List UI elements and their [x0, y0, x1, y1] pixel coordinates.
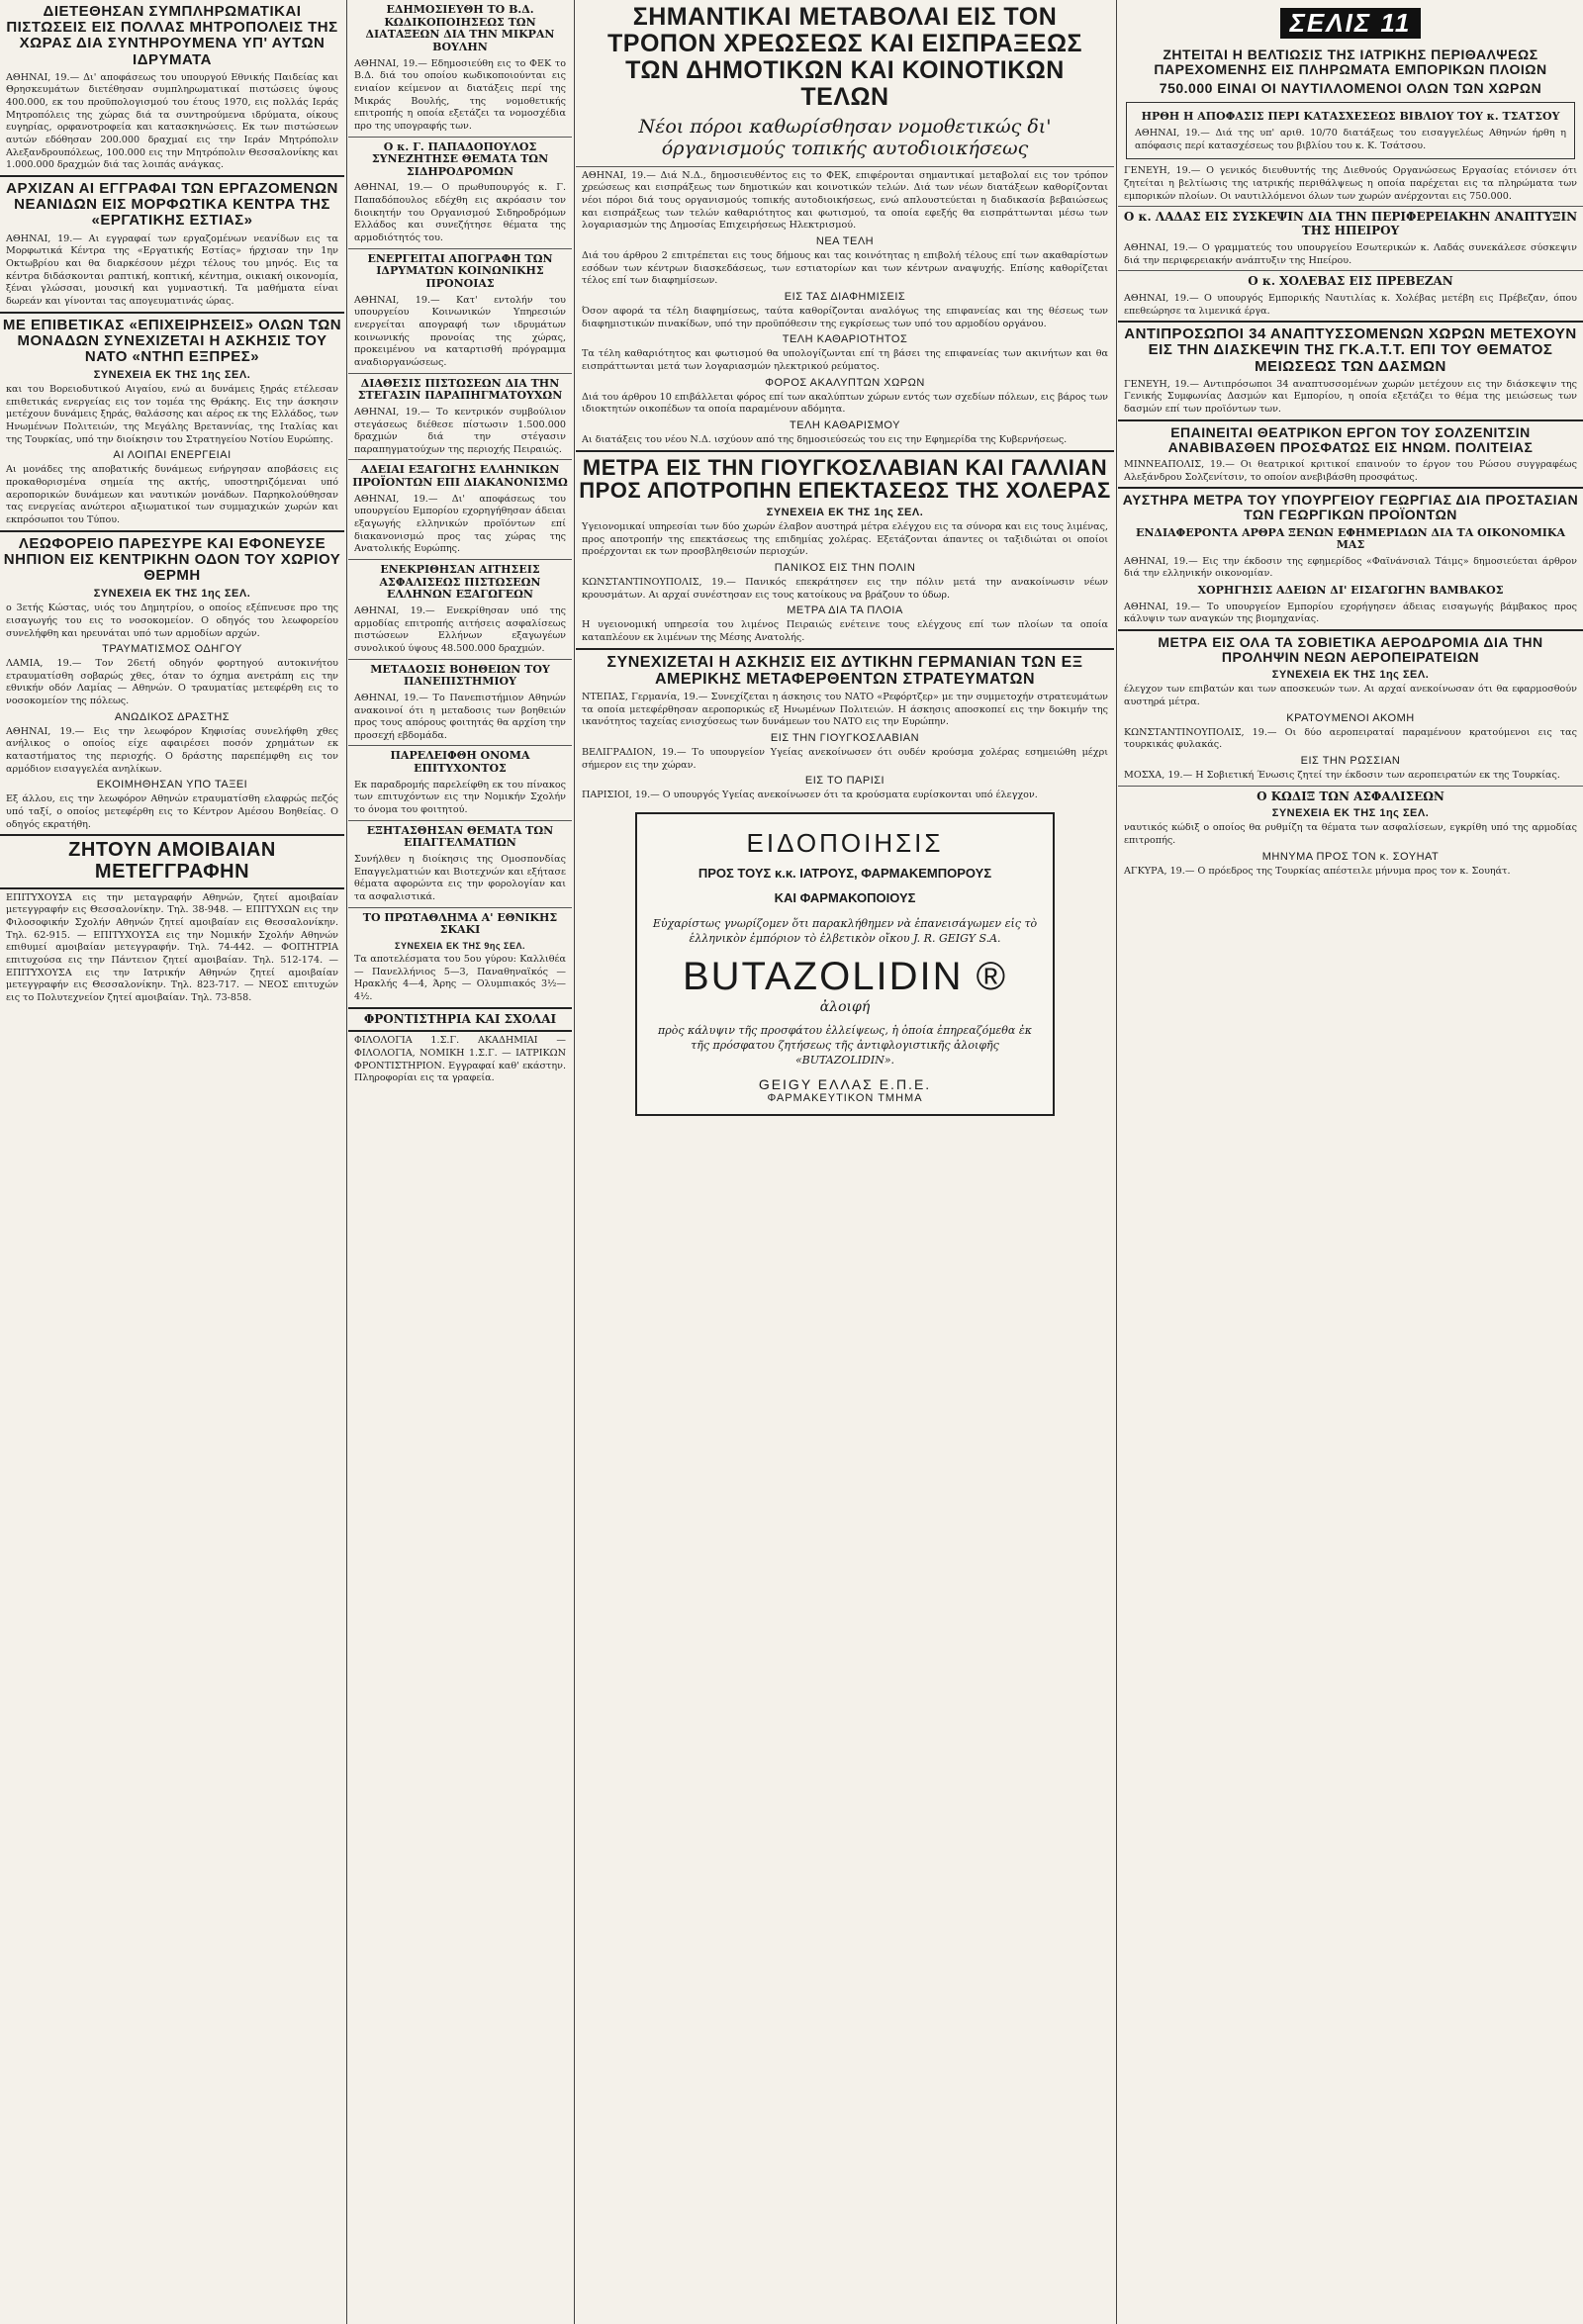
- continuation-label: ΣΥΝΕΧΕΙΑ ΕΚ ΤΗΣ 1ης ΣΕΛ.: [766, 507, 924, 519]
- column-4: [1118, 0, 1583, 2324]
- subheading: ΤΕΛΗ ΚΑΘΑΡΙΟΤΗΤΟΣ: [782, 333, 908, 346]
- article-text: ΛΑΜΙΑ, 19.— Τον 26ετή οδηγόν φορτηγού αυτοκινήτου ετραυματίσθη σοβαρώς χθες, όταν το όχημα ανετράπη εις την εθνικήν οδόν Λαμίας — Αθηνών. Ο τραυματίας μετεφέρθη εις το νοσοκομείον της πόλεως.: [6, 658, 338, 707]
- article-text: ΑΘΗΝΑΙ, 19.— Ο γραμματεύς του υπουργείου Εσωτερικών κ. Λαδάς συνεκάλεσε σύσκεψιν διά την περιφερειακήν ανάπτυξιν της Ηπείρου.: [1124, 241, 1577, 266]
- article-text: ΠΑΡΙΣΙΟΙ, 19.— Ο υπουργός Υγείας ανεκοίνωσεν ότι τα κρούσματα ευρίσκονται υπό έλεγχον.: [582, 790, 1038, 801]
- article-text: ο 3ετής Κώστας, υιός του Δημητρίου, ο οποίος εξέπνευσε προ της εισαγωγής του εις το νοσοκομείον. Ο οδηγός του λεωφορείου συνελήφθη και ηρευνάται υπό των αρμοδίων αρχών.: [6, 603, 338, 639]
- subheading: ΑΝΩΔΙΚΟΣ ΔΡΑΣΤΗΣ: [114, 710, 231, 723]
- continuation-label: ΣΥΝΕΧΕΙΑ ΕΚ ΤΗΣ 1ης ΣΕΛ.: [93, 369, 251, 382]
- divider: [348, 1007, 572, 1009]
- divider: [576, 450, 1114, 452]
- article-text: ΑΘΗΝΑΙ, 19.— Διά Ν.Δ., δημοσιευθέντος εις το ΦΕΚ, επιφέρονται σημαντικαί μεταβολαί εις τον τρόπον χρεώσεως και εισπράξεως των δημοτικών και κοινοτικών τελών. Διά των νέων διατάξεων καθορίζονται νέοι πόροι διά τους οργανισμούς τοπικής αυτοδιοικήσεως, ενώ απλουστεύεται η διαδικασία βεβαιώσεως και εισπράξεως των τελών καθαριότητος και φωτισμού, τα οποία εφεξής θα εισπράττωνται μέσω των λογαριασμών της Δημοσίας Επιχειρήσεως Ηλεκτρισμού.: [582, 169, 1108, 232]
- headline-agriculture: ΑΥΣΤΗΡΑ ΜΕΤΡΑ ΤΟΥ ΥΠΟΥΡΓΕΙΟΥ ΓΕΩΡΓΙΑΣ ΔΙΑ ΠΡΟΣΤΑΣΙΑΝ ΤΩΝ ΓΕΩΡΓΙΚΩΝ ΠΡΟΪΟΝΤΩΝ: [1122, 492, 1579, 523]
- divider: [348, 1030, 572, 1032]
- divider: [348, 745, 572, 746]
- divider: [0, 175, 344, 177]
- divider: [576, 648, 1114, 650]
- ad-brand-subtitle: ἀλοιφή: [819, 998, 871, 1015]
- headline-credit-insurance: ΕΝΕΚΡΙΘΗΣΑΝ ΑΙΤΗΣΕΙΣ ΑΣΦΑΛΙΣΕΩΣ ΠΙΣΤΩΣΕΩΝ ΕΛΛΗΝΩΝ ΕΞΑΓΩΓΕΩΝ: [379, 563, 541, 602]
- headline-chess: ΤΟ ΠΡΩΤΑΘΛΗΜΑ Α' ΕΘΝΙΚΗΣ ΣΚΑΚΙ: [362, 910, 558, 937]
- headline-cotton-imports: ΧΟΡΗΓΗΣΙΣ ΑΔΕΙΩΝ ΔΙ' ΕΙΣΑΓΩΓΗΝ ΒΑΜΒΑΚΟΣ: [1197, 584, 1504, 598]
- article-text: ΑΘΗΝΑΙ, 19.— Εις την λεωφόρον Κηφισίας συνελήφθη χθες ανήλικος ο οποίος είχε αφαιρέσει ποσόν χρημάτων εκ καταστήματος της περιοχής. Ο δράστης παρεπέμφθη εις τον αρμόδιον εισαγγελέα ανηλίκων.: [6, 725, 338, 775]
- divider: [348, 659, 572, 660]
- ad-text: Εὐχαρίστως γνωρίζομεν ὅτι παρακλήθημεν νὰ ἐπανεισάγωμεν εἰς τὸ ἑλληνικὸν ἐμπόριον τὸ ἐλβετικὸν οἴκου J. R. GEIGY S.A.: [652, 916, 1038, 946]
- subheading: ΜΗΝΥΜΑ ΠΡΟΣ ΤΟΝ κ. ΣΟΥΗΑΤ: [1261, 850, 1440, 863]
- divider: [348, 373, 572, 374]
- headline-housing-credits: ΔΙΑΘΕΣΙΣ ΠΙΣΤΩΣΕΩΝ ΔΙΑ ΤΗΝ ΣΤΕΓΑΣΙΝ ΠΑΡΑΠΗΓΜΑΤΟΥΧΩΝ: [357, 376, 563, 403]
- article-text: Διά του άρθρου 10 επιβάλλεται φόρος επί των ακαλύπτων χώρων εντός των σχεδίων πόλεων, εις βάρος των ιδιοκτητών οικοπέδων τα οποία παραμένουν αδόμητα.: [582, 391, 1108, 416]
- article-text: ΑΘΗΝΑΙ, 19.— Κατ' εντολήν του υπουργείου Κοινωνικών Υπηρεσιών ενεργείται απογραφή των ιδρυμάτων κοινωνικής προνοίας της χώρας, προκειμένου να καταρτισθή πρόγραμμα αναδιοργανώσεως.: [354, 294, 566, 368]
- article-text: Εξ άλλου, εις την λεωφόρον Αθηνών ετραυματίσθη ελαφρώς πεζός υπό ταξί, ο οποίος μετεφέρθη εις το Κέντρον Αμέσου Βοηθείας. Ο οδηγός εκρατήθη.: [6, 793, 338, 830]
- classifieds-text: ΕΠΙΤΥΧΟΥΣΑ εις την μεταγραφήν Αθηνών, ζητεί αμοιβαίαν μετεγγραφήν εις Θεσσαλονίκην. Τηλ. 38-948. — ΕΠΙΤΥΧΩΝ εις την Φιλοσοφικήν Σχολήν Αθηνών ζητεί αμοιβαίαν εις Θεσσαλονίκην. Τηλ. 62-915. — ΕΠΙΤΥΧΟΥΣΑ εις την Νομικήν Σχολήν Αθηνών επιθυμεί αμοιβαίαν μετεγγραφήν. Τηλ. 74-442. — ΦΟΙΤΗΤΡΙΑ επιτυχούσα εις την Πάντειον ζητεί αμοιβαίαν. Τηλ. 512-174. — ΕΠΙΤΥΧΟΥΣΑ εις την Ιατρικήν Αθηνών ζητεί αμοιβαίαν μετεγγραφήν εις Θεσσαλονίκην. Τηλ. 823-717. — ΝΕΟΣ επιτυχών εις το Πολυτεχνείον ζητεί αμοιβαίαν. Τηλ. 73-858.: [6, 891, 338, 1003]
- divider: [576, 166, 1114, 167]
- article-text: Αι διατάξεις του νέου Ν.Δ. ισχύουν από της δημοσιεύσεώς του εις την Εφημερίδα της Κυβερνήσεως.: [582, 433, 1068, 445]
- subheading: ΚΡΑΤΟΥΜΕΝΟΙ ΑΚΟΜΗ: [1286, 711, 1415, 724]
- article-text: ΑΘΗΝΑΙ, 19.— Διά της υπ' αριθ. 10/70 διατάξεως του εισαγγελέως Αθηνών ήρθη η απόφασις περί κατασχέσεως του βιβλίου του κ. Κ. Τσάτσου.: [1135, 127, 1566, 151]
- article-text: Διά του άρθρου 2 επιτρέπεται εις τους δήμους και τας κοινότητας η επιβολή τέλους επί των ακαθαρίστων εσόδων των κέντρων διασκεδάσεως, των εστιατορίων και των κέντρων αναψυχής. Επίσης καθορίζεται τέλος επί των διαφημίσεων.: [582, 249, 1108, 287]
- headline-germany-exercise: ΣΥΝΕΧΙΖΕΤΑΙ Η ΑΣΚΗΣΙΣ ΕΙΣ ΔΥΤΙΚΗΝ ΓΕΡΜΑΝΙΑΝ ΤΩΝ ΕΞ ΑΜΕΡΙΚΗΣ ΜΕΤΑΦΕΡΘΕΝΤΩΝ ΣΤΡΑΤΕΥΜΑΤΩΝ: [606, 653, 1083, 688]
- column-1: [0, 0, 344, 2324]
- subheading: ΠΑΝΙΚΟΣ ΕΙΣ ΤΗΝ ΠΟΛΙΝ: [774, 562, 916, 574]
- article-text: ΑΘΗΝΑΙ, 19.— Ο πρωθυπουργός κ. Γ. Παπαδόπουλος εδέχθη εις ακρόασιν τον διοικητήν του Οργανισμού Σιδηροδρόμων Ελλάδος και συνεζήτησε θέματα της αρμοδιότητός του.: [354, 182, 566, 244]
- divider: [0, 887, 344, 889]
- article-text: ΚΩΝΣΤΑΝΤΙΝΟΥΠΟΛΙΣ, 19.— Πανικός επεκράτησεν εις την πόλιν μετά την ανακοίνωσιν νέων κρουσμάτων. Αι αρχαί συνέστησαν εις τους κατοίκους να βράζουν το ύδωρ.: [582, 577, 1108, 601]
- column-rule: [346, 0, 347, 2324]
- divider: [0, 834, 344, 836]
- article-text: ΑΘΗΝΑΙ, 19.— Εδημοσιεύθη εις το ΦΕΚ το Β.Δ. διά του οποίου κωδικοποιούνται εις ενιαίον κείμενον αι διατάξεις περί της Μικράς Βουλής, της νομοθετικής επιτροπής η οποία εξετάζει τα νομοσχέδια προ της υπογραφής των.: [354, 57, 566, 132]
- ad-department: ΦΑΡΜΑΚΕΥΤΙΚΟΝ ΤΜΗΜΑ: [767, 1091, 923, 1104]
- advertisement-butazolidin: [635, 812, 1055, 1116]
- subheading: ΕΙΣ ΤΗΝ ΓΙΟΥΓΚΟΣΛΑΒΙΑΝ: [770, 732, 920, 745]
- headline-soviet-airports: ΜΕΤΡΑ ΕΙΣ ΟΛΑ ΤΑ ΣΟΒΙΕΤΙΚΑ ΑΕΡΟΔΡΟΜΙΑ ΔΙΑ ΤΗΝ ΠΡΟΛΗΨΙΝ ΝΕΩΝ ΑΕΡΟΠΕΙΡΑΤΕΙΩΝ: [1158, 634, 1543, 666]
- column-2: [348, 0, 572, 2324]
- headline-professionals: ΕΞΗΤΑΣΘΗΣΑΝ ΘΕΜΑΤΑ ΤΩΝ ΕΠΑΓΓΕΛΜΑΤΙΩΝ: [366, 823, 554, 850]
- article-text: ΑΘΗΝΑΙ, 19.— Το υπουργείον Εμπορίου εχορήγησεν άδειας εισαγωγής βάμβακος προς κάλυψιν των αναγκών της βιομηχανίας.: [1124, 601, 1577, 625]
- ad-company: GEIGY ΕΛΛΑΣ Ε.Π.Ε.: [758, 1075, 932, 1092]
- article-text: ναυτικός κώδιξ ο οποίος θα ρυθμίζη τα θέματα των ασφαλίσεων, εγκρίθη υπό της αρμοδίας επιτροπής.: [1124, 822, 1577, 847]
- subheading: ΤΡΑΥΜΑΤΙΣΜΟΣ ΟΔΗΓΟΥ: [102, 643, 242, 656]
- subheading: ΕΚΟΙΜΗΘΗΣΑΝ ΥΠΟ ΤΑΞΕΙ: [96, 779, 248, 791]
- headline-solzhenitsyn: ΕΠΑΙΝΕΙΤΑΙ ΘΕΑΤΡΙΚΟΝ ΕΡΓΟΝ ΤΟΥ ΣΟΛΖΕΝΙΤΣΙΝ ΑΝΑΒΙΒΑΣΘΕΝ ΠΡΟΣΦΑΤΩΣ ΕΙΣ ΗΝΩΜ. ΠΟΛΙΤΕΙΑΣ: [1167, 423, 1534, 455]
- article-text: ΑΘΗΝΑΙ, 19.— Αι εγγραφαί των εργαζομένων νεανίδων εις τα Μορφωτικά Κέντρα της «Εργατικής Εστίας» ήρχισαν την 1ην Οκτωβρίου και θα διαρκέσουν μέχρι τέλους του μηνός. Εις τα κέντρα διδάσκονται ραπτική, κοπτική, κέντημα, οικιακή οικονομία, ξέναι γλώσσαι, μουσική και γυμναστική. Τα μαθήματα είναι δωρεάν και γίνονται τας απογευματινάς ώρας.: [6, 232, 338, 307]
- article-text: Υγειονομικαί υπηρεσίαι των δύο χωρών έλαβον αυστηρά μέτρα ελέγχου εις τα σύνορα και εις τους λιμένας, προς αποτροπήν της επεκτάσεως της επιδημίας χολέρας. Εξετάζονται άπαντες οι ταξιδιώται οι οποίοι προέρχονται εκ των προσβληθεισών περιοχών.: [582, 521, 1108, 558]
- subheading: ΦΟΡΟΣ ΑΚΑΛΥΠΤΩΝ ΧΩΡΩΝ: [765, 376, 925, 389]
- column-3: [576, 0, 1114, 2324]
- subheading: ΝΕΑ ΤΕΛΗ: [815, 234, 875, 247]
- divider: [348, 559, 572, 560]
- ad-brand: BUTAZOLIDIN ®: [682, 954, 1008, 998]
- subheading: ΤΕΛΗ ΚΑΘΑΡΙΣΜΟΥ: [790, 418, 900, 431]
- headline-supplementary-credits: ΔΙΕΤΕΘΗΣΑΝ ΣΥΜΠΛΗΡΩΜΑΤΙΚΑΙ ΠΙΣΤΩΣΕΙΣ ΕΙΣ ΠΟΛΛΑΣ ΜΗΤΡΟΠΟΛΕΙΣ ΤΗΣ ΧΩΡΑΣ ΔΙΑ ΣΥΝΤΗΡΟΥΜΕΝΑ ΥΠ' ΑΥΤΩΝ ΙΔΡΥΜΑΤΑ: [6, 3, 338, 68]
- ad-title: ΕΙΔΟΠΟΙΗΣΙΣ: [746, 828, 944, 859]
- article-text: ΑΘΗΝΑΙ, 19.— Δι' αποφάσεως του υπουργού Εθνικής Παιδείας και Θρησκευμάτων διετέθησαν συμπληρωματικαί πιστώσεις ύψους 400.000, εκ του προϋπολογισμού του έτους 1970, εις πολλάς Ιεράς Μητροπόλεις της χώρας διά τα συντηρούμενα ιδρύματα, οίκους ευγηρίας, ορφανοτροφεία και κατασκηνώσεις. Εκ των πιστώσεων αυτών εδόθησαν 200.000 δραχμαί εις την Ιεράν Μητρόπολιν Αλεξανδρουπόλεως, 100.000 εις την Μητρόπολιν Θεσσαλονίκης και 1.000.000 δραχμών διά τας λοιπάς ανάγκας.: [6, 71, 338, 171]
- article-text: και του Βορειοδυτικού Αιγαίου, ενώ αι δυνάμεις ξηράς ετέλεσαν επιθετικάς ενεργείας εις τον τομέα της Θράκης. Εις την άσκησιν μετέχουν δυνάμεις ξηράς, θαλάσσης και αέρος εκ της Ελλάδος, των Ηνωμένων Πολιτειών, της Μεγάλης Βρεταννίας, της Ιταλίας και της Τουρκίας, υπό την διοίκησιν του Στρατηγείου Νοτίου Ευρώπης.: [6, 384, 338, 445]
- article-text: ΚΩΝΣΤΑΝΤΙΝΟΥΠΟΛΙΣ, 19.— Οι δύο αεροπειραταί παραμένουν κρατούμενοι εις τας τουρκικάς φυλακάς.: [1124, 726, 1577, 751]
- article-text: ΑΘΗΝΑΙ, 19.— Ο υπουργός Εμπορικής Ναυτιλίας κ. Χολέβας μετέβη εις Πρέβεζαν, όπου επεθεώρησε τα λιμενικά έργα.: [1124, 292, 1577, 317]
- article-text: έλεγχον των επιβατών και των αποσκευών των. Αι αρχαί ανεκοίνωσαν ότι θα εφαρμοσθούν αυστηρά μέτρα.: [1124, 684, 1577, 707]
- divider: [1118, 487, 1583, 489]
- article-text: ΑΘΗΝΑΙ, 19.— Το κεντρικόν συμβούλιον στεγάσεως διέθεσε πίστωσιν 1.500.000 δραχμών διά την στέγασιν παραπηγματούχων της περιοχής Πειραιώς.: [354, 406, 566, 455]
- subheading: ΜΕΤΡΑ ΔΙΑ ΤΑ ΠΛΟΙΑ: [787, 604, 903, 617]
- subheading: ΕΙΣ ΤΗΝ ΡΩΣΣΙΑΝ: [1300, 754, 1401, 767]
- article-text: Συνήλθεν η διοίκησις της Ομοσπονδίας Επαγγελματιών και Βιοτεχνών και εξήτασε θέματα αφορώντα εις την φορολογίαν και τα ασφαλιστικά.: [354, 854, 566, 902]
- headline-omitted-name: ΠΑΡΕΛΕΙΦΘΗ ΟΝΟΜΑ ΕΠΙΤΥΧΟΝΤΟΣ: [390, 749, 530, 776]
- headline-ladas-epirus: Ο κ. ΛΑΔΑΣ ΕΙΣ ΣΥΣΚΕΨΙΝ ΔΙΑ ΤΗΝ ΠΕΡΙΦΕΡΕΙΑΚΗΝ ΑΝΑΠΤΥΞΙΝ ΤΗΣ ΗΠΕΙΡΟΥ: [1123, 210, 1578, 238]
- article-text: ΒΕΛΙΓΡΑΔΙΟΝ, 19.— Το υπουργείον Υγείας ανεκοίνωσεν ότι ουδέν κρούσμα χολέρας εσημειώθη μέχρι σήμερον εις την χώραν.: [582, 747, 1108, 771]
- ad-recipients-line2: ΚΑΙ ΦΑΡΜΑΚΟΠΟΙΟΥΣ: [774, 889, 916, 905]
- continuation-label: ΣΥΝΕΧΕΙΑ ΕΚ ΤΗΣ 9ης ΣΕΛ.: [395, 940, 525, 951]
- article-text: ΑΘΗΝΑΙ, 19.— Το Πανεπιστήμιον Αθηνών ανακοινοί ότι η μεταδοσις των βοηθειών προς τους απόρους φοιτητάς θα αρχίση την προσεχή εβδομάδα.: [354, 692, 566, 741]
- headline-export-licenses: ΑΔΕΙΑΙ ΕΞΑΓΩΓΗΣ ΕΛΛΗΝΙΚΩΝ ΠΡΟΪΟΝΤΩΝ ΕΠΙ ΔΙΑΚΑΝΟΝΙΣΜΩ: [352, 463, 568, 490]
- article-text: Τα τέλη καθαριότητος και φωτισμού θα υπολογίζωνται επί τη βάσει της επιφανείας των ακινήτων και θα εισπράττωνται μετά των λογαριασμών ηλεκτρικού ρεύματος.: [582, 348, 1108, 372]
- headline-seafarers: 750.000 ΕΙΝΑΙ ΟΙ ΝΑΥΤΙΛΛΟΜΕΝΟΙ ΟΛΩΝ ΤΩΝ ΧΩΡΩΝ: [1159, 80, 1542, 97]
- subheading: ΕΙΣ ΤΑΣ ΔΙΑΦΗΜΙΣΕΙΣ: [784, 290, 906, 303]
- article-text: ΜΟΣΧΑ, 19.— Η Σοβιετική Ένωσις ζητεί την έκδοσιν των αεροπειρατών εκ της Τουρκίας.: [1124, 769, 1560, 781]
- divider: [1118, 321, 1583, 323]
- subheading: ΕΙΣ ΤΟ ΠΑΡΙΣΙ: [804, 775, 885, 788]
- schools-text: ΦΙΛΟΛΟΓΙΑ 1.Σ.Γ. ΑΚΑΔΗΜΙΑΙ — ΦΙΛΟΛΟΓΙΑ, ΝΟΜΙΚΗ 1.Σ.Γ. — ΙΑΤΡΙΚΩΝ ΦΡΟΝΤΙΣΤΗΡΙΟΝ. Εγγραφαί καθ' εκάστην. Πληροφορίαι εις τα γραφεία.: [354, 1035, 566, 1084]
- divider: [348, 459, 572, 460]
- article-text: ΑΓΚΥΡΑ, 19.— Ο πρόεδρος της Τουρκίας απέστειλε μήνυμα προς τον κ. Σουηάτ.: [1124, 865, 1511, 877]
- article-text: Τα αποτελέσματα του 5ου γύρου: Καλλιθέα — Πανελλήνιος 5—3, Παναθηναϊκός — Ηρακλής 4—4, Άρης — Ολυμπιακός 3½—4½.: [354, 953, 566, 1002]
- continuation-label: ΣΥΝΕΧΕΙΑ ΕΚ ΤΗΣ 1ης ΣΕΛ.: [1271, 807, 1430, 820]
- headline-subtitle: Νέοι πόροι καθωρίσθησαν νομοθετικώς δι' όργανισμούς τοπικής αυτοδιοικήσεως: [638, 116, 1052, 159]
- column-rule: [1116, 0, 1117, 2324]
- headline-transfers: ΖΗΤΟΥΝ ΑΜΟΙΒΑΙΑΝ ΜΕΤΕΓΓΡΑΦΗΝ: [68, 839, 276, 883]
- article-text: Η υγειονομική υπηρεσία του λιμένος Πειραιώς ενέτεινε τους ελέγχους επί των πλοίων τα οποία καταπλέουν εκ λιμένων της Μέσης Ανατολής.: [582, 619, 1108, 643]
- divider: [348, 820, 572, 821]
- article-text: ΑΘΗΝΑΙ, 19.— Εις την έκδοσιν της εφημερίδος «Φαϊνάνσιαλ Τάιμς» δημοσιεύεται άρθρον διά την ελληνικήν οικονομίαν.: [1124, 555, 1577, 580]
- divider: [1118, 270, 1583, 271]
- divider: [1118, 206, 1583, 207]
- headline-nato-exercise: ΜΕ ΕΠΙΒΕΤΙΚΑΣ «ΕΠΙΧΕΙΡΗΣΕΙΣ» ΟΛΩΝ ΤΩΝ ΜΟΝΑΔΩΝ ΣΥΝΕΧΙΖΕΤΑΙ Η ΑΣΚΗΣΙΣ ΤΟΥ ΝΑΤΟ «ΝΤΗΠ ΕΞΠΡΕΣ»: [2, 316, 342, 365]
- article-text: ΜΙΝΝΕΑΠΟΛΙΣ, 19.— Οι θεατρικοί κριτικοί επαινούν το έργον του Ρώσου συγγραφέως Αλεξάνδρου Σολζενίτσιν, το οποίον ανεβιβάσθη προσφάτως.: [1124, 459, 1577, 483]
- continuation-label: ΣΥΝΕΧΕΙΑ ΕΚ ΤΗΣ 1ης ΣΕΛ.: [93, 588, 251, 601]
- divider: [0, 530, 344, 532]
- article-text: ΑΘΗΝΑΙ, 19.— Δι' αποφάσεως του υπουργείου Εμπορίου εχορηγήθησαν άδειαι εξαγωγής ελληνικών προϊόντων επί διακανονισμώ προς τας χώρας της Ανατολικής Ευρώπης.: [354, 493, 566, 555]
- headline-cholera: ΜΕΤΡΑ ΕΙΣ ΤΗΝ ΓΙΟΥΓΚΟΣΛΑΒΙΑΝ ΚΑΙ ΓΑΛΛΙΑΝ ΠΡΟΣ ΑΠΟΤΡΟΠΗΝ ΕΠΕΚΤΑΣΕΩΣ ΤΗΣ ΧΟΛΕΡΑΣ: [579, 454, 1111, 504]
- divider: [348, 907, 572, 908]
- ad-recipients-line1: ΠΡΟΣ ΤΟΥΣ κ.κ. ΙΑΤΡΟΥΣ, ΦΑΡΜΑΚΕΜΠΟΡΟΥΣ: [698, 866, 992, 882]
- article-text: ΓΕΝΕΥΗ, 19.— Ο γενικός διευθυντής της Διεθνούς Οργανώσεως Εργασίας ετόνισεν ότι ζητείται η βελτίωσις της ιατρικής περιθάλψεως η οποία παρέχεται εις τα πληρώματα των εμπορικών πλοίων. Οι ναυτιλλόμενοι όλων των χωρών ανέρχονται εις 750.000.: [1124, 165, 1577, 202]
- headline-gatt: ΑΝΤΙΠΡΟΣΩΠΟΙ 34 ΑΝΑΠΤΥΣΣΟΜΕΝΩΝ ΧΩΡΩΝ ΜΕΤΕΧΟΥΝ ΕΙΣ ΤΗΝ ΔΙΑΣΚΕΨΙΝ ΤΗΣ ΓΚ.Α.Τ.Τ. ΕΠΙ ΤΟΥ ΘΕΜΑΤΟΣ ΜΕΙΩΣΕΩΣ ΤΩΝ ΔΑΣΜΩΝ: [1124, 325, 1577, 375]
- column-rule: [574, 0, 575, 2324]
- divider: [0, 312, 344, 314]
- headline-papadopoulos: Ο κ. Γ. ΠΑΠΑΔΟΠΟΥΛΟΣ ΣΥΝΕΖΗΤΗΣΕ ΘΕΜΑΤΑ ΤΩΝ ΣΙΔΗΡΟΔΡΟΜΩΝ: [371, 139, 549, 178]
- headline-schools: ΦΡΟΝΤΙΣΤΗΡΙΑ ΚΑΙ ΣΧΟΛΑΙ: [363, 1011, 557, 1026]
- article-text: ΑΘΗΝΑΙ, 19.— Ενεκρίθησαν υπό της αρμοδίας επιτροπής αιτήσεις ασφαλίσεως πιστώσεων Ελλήνων εξαγωγέων συνολικού ύψους 48.500.000 δραχμών.: [354, 604, 566, 654]
- headline-book-seizure: ΗΡΘΗ Η ΑΠΟΦΑΣΙΣ ΠΕΡΙ ΚΑΤΑΣΧΕΣΕΩΣ ΒΙΒΛΙΟΥ ΤΟΥ κ. ΤΣΑΤΣΟΥ: [1141, 110, 1560, 124]
- headline-medical-care: ΖΗΤΕΙΤΑΙ Η ΒΕΛΤΙΩΣΙΣ ΤΗΣ ΙΑΤΡΙΚΗΣ ΠΕΡΙΘΑΛΨΕΩΣ ΠΑΡΕΧΟΜΕΝΗΣ ΕΙΣ ΠΛΗΡΩΜΑΤΑ ΕΜΠΟΡΙΚΩΝ ΠΛΟΙΩΝ: [1154, 46, 1547, 78]
- headline-census: ΕΝΕΡΓΕΙΤΑΙ ΑΠΟΓΡΑΦΗ ΤΩΝ ΙΔΡΥΜΑΤΩΝ ΚΟΙΝΩΝΙΚΗΣ ΠΡΟΝΟΙΑΣ: [367, 251, 553, 290]
- headline-foreign-press: ΕΝΔΙΑΦΕΡΟΝΤΑ ΑΡΘΡΑ ΞΕΝΩΝ ΕΦΗΜΕΡΙΔΩΝ ΔΙΑ ΤΑ ΟΙΚΟΝΟΜΙΚΑ ΜΑΣ: [1135, 525, 1566, 552]
- headline-workers-registration: ΑΡΧΙΖΑΝ ΑΙ ΕΓΓΡΑΦΑΙ ΤΩΝ ΕΡΓΑΖΟΜΕΝΩΝ ΝΕΑΝΙΔΩΝ ΕΙΣ ΜΟΡΦΩΤΙΚΑ ΚΕΝΤΡΑ ΤΗΣ «ΕΡΓΑΤΙΚΗΣ ΕΣΤΙΑΣ»: [6, 180, 338, 230]
- article-text: ΓΕΝΕΥΗ, 19.— Αντιπρόσωποι 34 αναπτυσσομένων χωρών μετέχουν εις την διάσκεψιν της Γενικής Συμφωνίας Δασμών και Εμπορίου, η οποία εξετάζει το θέμα της μειώσεως των δασμών επί των προϊόντων των.: [1124, 378, 1577, 416]
- headline-small-council: ΕΔΗΜΟΣΙΕΥΘΗ ΤΟ Β.Δ. ΚΩΔΙΚΟΠΟΙΗΣΕΩΣ ΤΩΝ ΔΙΑΤΑΞΕΩΝ ΔΙΑ ΤΗΝ ΜΙΚΡΑΝ ΒΟΥΛΗΝ: [365, 3, 555, 53]
- article-text: ΝΤΕΠΑΣ, Γερμανία, 19.— Συνεχίζεται η άσκησις του ΝΑΤΟ «Ρεφόρτζερ» με την συμμετοχήν στρατευμάτων τα οποία μετεφέρθησαν αεροπορικώς εξ Ηνωμένων Πολιτειών. Η άσκησις αποσκοπεί εις την δοκιμήν της ικανότητος ταχείας ενισχύσεως των δυνάμεων του ΝΑΤΟ εις την Ευρώπην.: [582, 692, 1108, 728]
- headline-insurance-code: Ο ΚΩΔΙΞ ΤΩΝ ΑΣΦΑΛΙΣΕΩΝ: [1257, 789, 1444, 803]
- divider: [1118, 786, 1583, 787]
- ad-text: πρὸς κάλυψιν τῆς προσφάτου ἐλλείψεως, ἡ ὁποία ἐπηρεαζόμεθα ἐκ τῆς πρόσφατου ζητήσεως τῆς ἀντιφλογιστικῆς ἀλοιφῆς «BUTAZOLIDIN».: [658, 1023, 1032, 1068]
- divider: [1118, 419, 1583, 421]
- headline-municipal-fees: ΣΗΜΑΝΤΙΚΑΙ ΜΕΤΑΒΟΛΑΙ ΕΙΣ ΤΟΝ ΤΡΟΠΟΝ ΧΡΕΩΣΕΩΣ ΚΑΙ ΕΙΣΠΡΑΞΕΩΣ ΤΩΝ ΔΗΜΟΤΙΚΩΝ ΚΑΙ ΚΟΙΝΟΤΙΚΩΝ ΤΕΛΩΝ: [607, 3, 1082, 111]
- article-text: Όσον αφορά τα τέλη διαφημίσεως, ταύτα καθορίζονται αναλόγως της επιφανείας και της θέσεως των διαφημιστικών πινακίδων, υπό την προϋπόθεσιν της εγκρίσεως των υπό του αρμοδίου οργάνου.: [582, 305, 1108, 329]
- divider: [348, 248, 572, 249]
- headline-holevas: Ο κ. ΧΟΛΕΒΑΣ ΕΙΣ ΠΡΕΒΕΖΑΝ: [1248, 274, 1453, 289]
- page-number-logo: ΣΕΛΙΣ 11: [1122, 2, 1579, 44]
- divider: [1118, 629, 1583, 631]
- subheading: ΑΙ ΛΟΙΠΑΙ ΕΝΕΡΓΕΙΑΙ: [113, 449, 232, 462]
- headline-university-aid: ΜΕΤΑΔΟΣΙΣ ΒΟΗΘΕΙΩΝ ΤΟΥ ΠΑΝΕΠΙΣΤΗΜΙΟΥ: [370, 662, 550, 689]
- article-text: Εκ παραδρομής παρελείφθη εκ του πίνακος των επιτυχόντων εις την Νομικήν Σχολήν το όνομα του φοιτητού.: [354, 779, 566, 816]
- article-text: Αι μονάδες της αποβατικής δυνάμεως ενήργησαν αποβάσεις εις προκαθορισμένα σημεία της ακτής, υποστηριζόμεναι υπό αεροπορικών δυνάμεων και ναυτικών μονάδων. Παρηκολούθησαν τας ενεργείας ανώτεροι αξιωματικοί των συμμαχικών χωρών και εκπρόσωποι του Τύπου.: [6, 464, 338, 525]
- headline-bus-accident: ΛΕΩΦΟΡΕΙΟ ΠΑΡΕΣΥΡΕ ΚΑΙ ΕΦΟΝΕΥΣΕ ΝΗΠΙΟΝ ΕΙΣ ΚΕΝΤΡΙΚΗΝ ΟΔΟΝ ΤΟΥ ΧΩΡΙΟΥ ΘΕΡΜΗ: [3, 534, 341, 584]
- continuation-label: ΣΥΝΕΧΕΙΑ ΕΚ ΤΗΣ 1ης ΣΕΛ.: [1271, 669, 1430, 682]
- divider: [348, 137, 572, 138]
- boxed-article: [1126, 102, 1575, 159]
